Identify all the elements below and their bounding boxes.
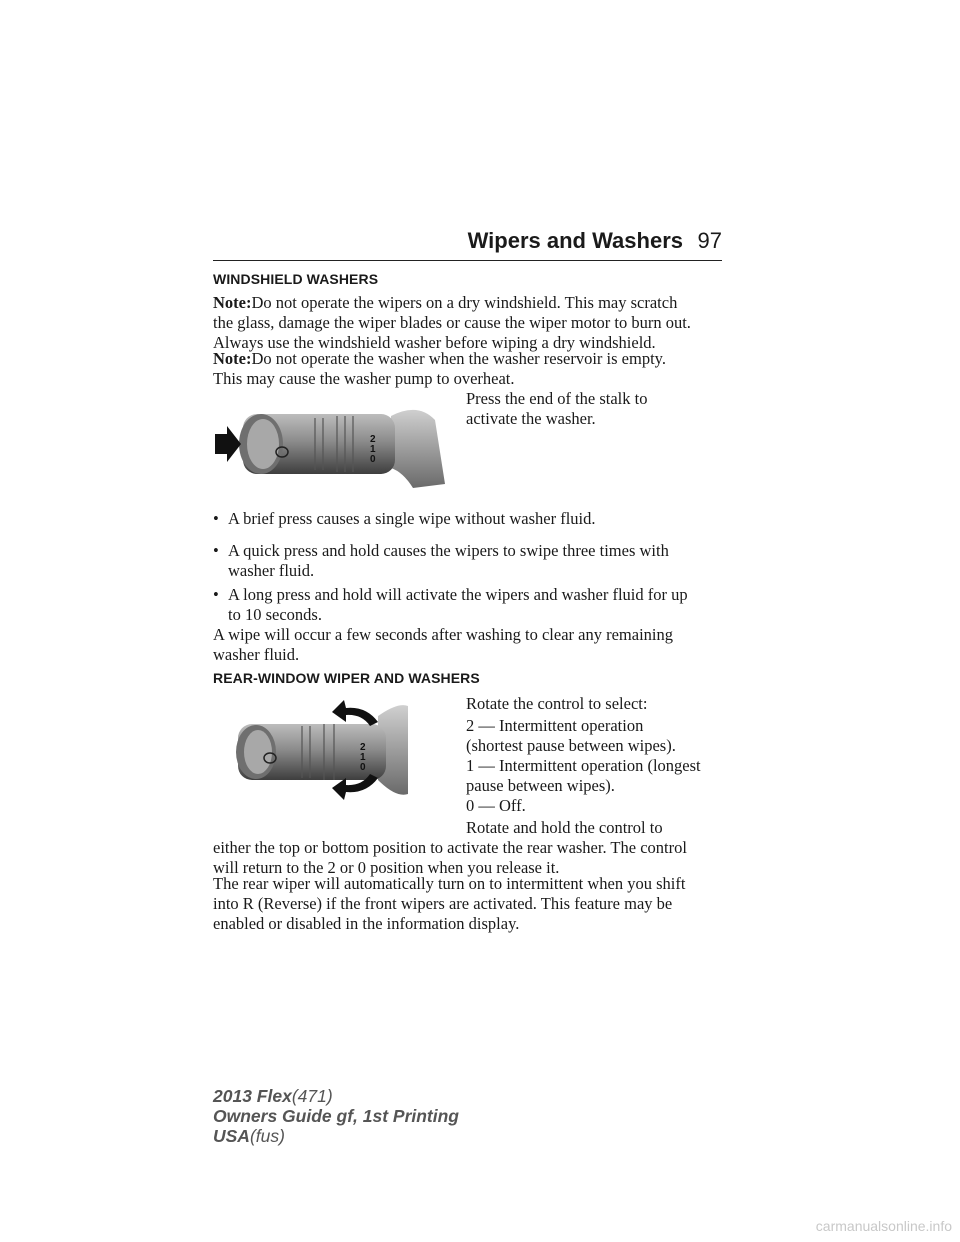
list-item: • A quick press and hold causes the wipers to swipe three times with washer fluid.	[213, 541, 669, 580]
list-item: • A long press and hold will activate the wipers and washer fluid for up to 10 seconds.	[213, 585, 688, 624]
svg-text:2: 2	[370, 434, 376, 445]
rotate-select-text: Rotate the control to select:	[466, 694, 648, 713]
print-footer: 2013 Flex(471) Owners Guide gf, 1st Printing USA(fus)	[213, 1086, 459, 1146]
header-rule	[213, 260, 722, 261]
rear-wiper-rotate-illustration	[228, 696, 450, 804]
note-paragraph-2: Note:Do not operate the washer when the washer reservoir is empty. This may cause the washer pump to overheat.	[213, 349, 666, 388]
rotate-up-arrow-icon	[332, 700, 378, 726]
rear-auto-paragraph: The rear wiper will automatically turn on to intermittent when you shift into R (Reverse) if the front wipers are activated. This feature may be enabled or disabled in the information display.	[213, 874, 686, 933]
note-paragraph-1: Note:Do not operate the wipers on a dry windshield. This may scratch the glass, damage the wiper blades or cause the wiper motor to burn out. Always use the windshield washer before wiping a dry windshield.	[213, 293, 691, 352]
section-heading-rear-window: REAR-WINDOW WIPER AND WASHERS	[213, 670, 480, 686]
svg-text:0: 0	[360, 762, 366, 773]
svg-text:1: 1	[360, 752, 366, 763]
note-label: Note:	[213, 349, 252, 368]
rotate-hold-paragraph: Rotate and hold the control to either the top or bottom position to activate the rear washer. The control will return to the 2 or 0 position when you release it.	[213, 818, 687, 877]
wipe-paragraph: A wipe will occur a few seconds after washing to clear any remaining washer fluid.	[213, 625, 674, 664]
section-heading-windshield-washers: WINDSHIELD WASHERS	[213, 271, 379, 287]
option-0-text: 0 — Off.	[466, 796, 526, 815]
page-header-title: Wipers and Washers	[467, 228, 683, 253]
page-number: 97	[697, 228, 722, 253]
wiper-stalk-press-illustration	[213, 392, 453, 492]
option-2-text: 2 — Intermittent operation (shortest pause between wipes).	[466, 716, 676, 755]
list-item: • A brief press causes a single wipe without washer fluid.	[213, 509, 596, 528]
watermark-text: carmanualsonline.info	[815, 1218, 952, 1234]
note-label: Note:	[213, 293, 252, 312]
svg-text:2: 2	[360, 742, 366, 753]
svg-text:1: 1	[370, 444, 376, 455]
option-1-text: 1 — Intermittent operation (longest pause between wipes).	[466, 756, 701, 795]
press-instruction: Press the end of the stalk to activate the washer.	[466, 389, 648, 428]
push-arrow-icon	[215, 426, 241, 462]
svg-text:0: 0	[370, 454, 376, 465]
